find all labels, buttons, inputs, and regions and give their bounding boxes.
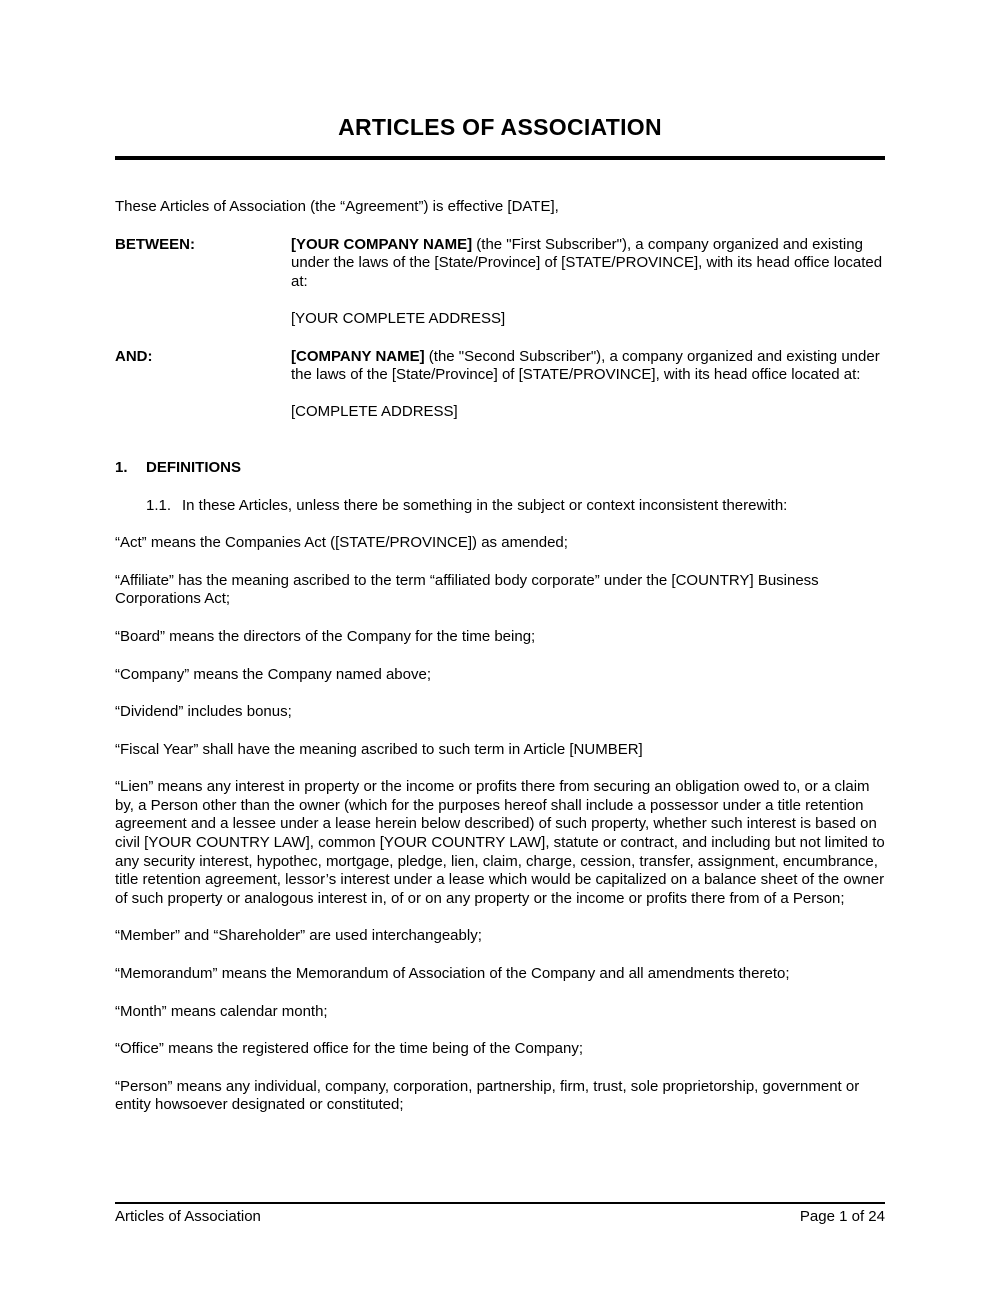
page-title: ARTICLES OF ASSOCIATION	[338, 114, 662, 140]
party-between-block	[115, 236, 885, 329]
party-between-body	[291, 236, 885, 329]
title-divider	[115, 156, 885, 160]
party-and-description-text: (the "Second Subscriber"), a company organized and existing under the laws of the [State/Province] of [STATE/PROVINCE], with its head office located at:	[291, 347, 880, 384]
party-between-description-text: (the "First Subscriber"), a company organized and existing under the laws of the [State/Province] of [STATE/PROVINCE], with its head office located at:	[291, 235, 883, 290]
party-and-label: AND:	[115, 347, 153, 365]
party-and-description	[291, 348, 885, 385]
footer-document-title: Articles of Association	[115, 1208, 261, 1225]
subsection-text: In these Articles, unless there be something in the subject or context inconsistent therewith:	[182, 496, 788, 514]
party-and-block	[115, 348, 885, 422]
page-footer	[115, 1202, 885, 1227]
party-between-company-name: [YOUR COMPANY NAME]	[291, 235, 473, 253]
section-heading-label: DEFINITIONS	[146, 458, 242, 476]
party-and-company-name: [COMPANY NAME]	[291, 347, 425, 365]
definition-fiscal-year: “Fiscal Year” shall have the meaning ascribed to such term in Article [NUMBER]	[115, 740, 643, 758]
party-between-address: [YOUR COMPLETE ADDRESS]	[291, 309, 506, 327]
subsection-1-1	[146, 497, 885, 516]
definition-dividend: “Dividend” includes bonus;	[115, 703, 292, 721]
definition-lien: “Lien” means any interest in property or the income or profits there from securing an obligation owed to, or a claim by, a Person other than the owner (which for the purposes hereof shall include a possessor under a title retention agreement and a lessee under a lease herein below described) of such property, whether such interest is based on civil [YOUR COUNTRY LAW], common [YOUR COUNTRY LAW], statute or contract, and including but not limited to any security interest, hypothec, mortgage, pledge, lien, claim, charge, cession, transfer, assignment, encumbrance, title retention agreement, lessor’s interest under a lease which would be capitalized on a balance sheet of the owner of such property or analogous interest in, of or on any property or the income or profits there from of a Person;	[115, 778, 885, 907]
definition-affiliate: “Affiliate” has the meaning ascribed to the term “affiliated body corporate” under the [COUNTRY] Business Corporations Act;	[115, 571, 819, 608]
footer-divider	[115, 1202, 885, 1204]
party-and-body	[291, 348, 885, 422]
subsection-number: 1.1.	[146, 496, 172, 514]
footer-row	[115, 1208, 885, 1227]
definition-board: “Board” means the directors of the Company for the time being;	[115, 627, 536, 645]
definition-month: “Month” means calendar month;	[115, 1002, 328, 1020]
definition-memorandum: “Memorandum” means the Memorandum of Association of the Company and all amendments thereto;	[115, 965, 790, 983]
party-and-address: [COMPLETE ADDRESS]	[291, 403, 458, 421]
section-number: 1.	[115, 458, 128, 476]
definition-office: “Office” means the registered office for the time being of the Company;	[115, 1040, 584, 1058]
intro-paragraph: These Articles of Association (the “Agreement”) is effective [DATE],	[115, 198, 559, 215]
definition-person: “Person” means any individual, company, corporation, partnership, firm, trust, sole proprietorship, government or entity howsoever designated or constituted;	[115, 1077, 860, 1114]
definition-company: “Company” means the Company named above;	[115, 665, 431, 683]
definition-act: “Act” means the Companies Act ([STATE/PROVINCE]) as amended;	[115, 534, 568, 552]
party-between-description	[291, 236, 885, 292]
party-between-label: BETWEEN:	[115, 235, 195, 253]
definition-member: “Member” and “Shareholder” are used interchangeably;	[115, 927, 482, 945]
footer-page-number: Page 1 of 24	[799, 1208, 885, 1225]
section-heading-definitions	[115, 459, 885, 478]
